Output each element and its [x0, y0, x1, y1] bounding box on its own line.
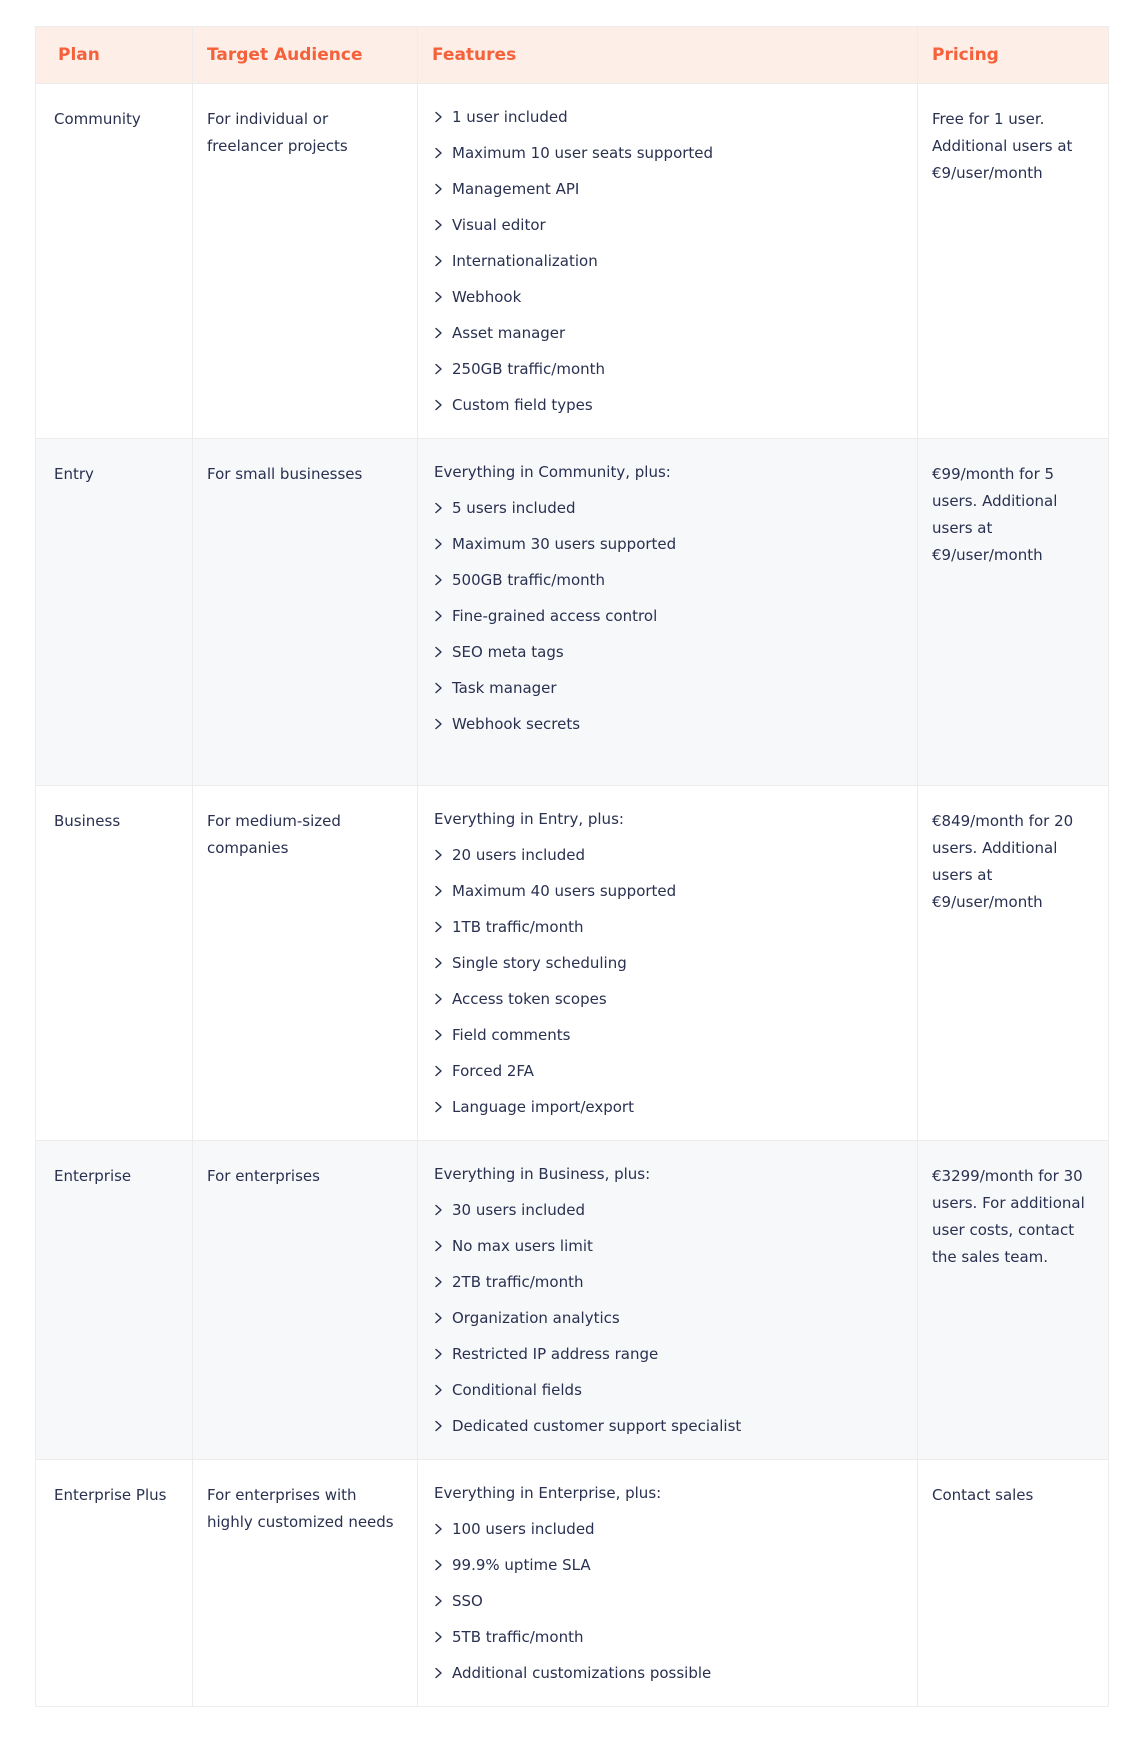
feature-text: 20 users included: [452, 846, 586, 864]
feature-item: [434, 1590, 903, 1612]
feature-item: [434, 713, 903, 735]
pricing-page: [35, 26, 1108, 1707]
feature-item: [434, 1096, 903, 1118]
plan-row: [36, 1141, 1109, 1460]
feature-item: [434, 142, 903, 164]
plan-row: [36, 439, 1109, 786]
chevron-right-icon: [434, 1384, 443, 1396]
chevron-right-icon: [434, 1276, 443, 1288]
feature-text: Webhook: [452, 288, 522, 306]
pricing-cell: [918, 1460, 1109, 1707]
feature-text: 2TB traffic/month: [452, 1273, 584, 1291]
feature-item: [434, 605, 903, 627]
chevron-right-icon: [434, 574, 443, 586]
chevron-right-icon: [434, 363, 443, 375]
feature-text: Task manager: [452, 679, 557, 697]
feature-item: [434, 533, 903, 555]
header-row: [36, 27, 1109, 84]
chevron-right-icon: [434, 291, 443, 303]
column-header-pricing: Pricing: [918, 27, 1109, 84]
chevron-right-icon: [434, 1667, 443, 1679]
chevron-right-icon: [434, 1312, 443, 1324]
feature-text: Asset manager: [452, 324, 566, 342]
chevron-right-icon: [434, 327, 443, 339]
column-header-target-audience: Target Audience: [193, 27, 418, 84]
chevron-right-icon: [434, 849, 443, 861]
chevron-right-icon: [434, 538, 443, 550]
chevron-right-icon: [434, 921, 443, 933]
features-cell: [418, 439, 918, 786]
feature-text: Webhook secrets: [452, 715, 581, 733]
target-audience-cell: [193, 1460, 418, 1707]
target-audience-text: For enterprises with highly customized needs: [207, 1486, 394, 1531]
features-list: [434, 106, 903, 416]
feature-text: 30 users included: [452, 1201, 586, 1219]
target-audience-text: For individual or freelancer projects: [207, 110, 348, 155]
feature-text: Maximum 40 users supported: [452, 882, 677, 900]
chevron-right-icon: [434, 183, 443, 195]
plan-row: [36, 84, 1109, 439]
plan-name: Business: [54, 812, 121, 830]
feature-item: [434, 214, 903, 236]
chevron-right-icon: [434, 1240, 443, 1252]
feature-text: Custom field types: [452, 396, 593, 414]
chevron-right-icon: [434, 957, 443, 969]
feature-item: [434, 1199, 903, 1221]
pricing-text: Contact sales: [932, 1486, 1034, 1504]
chevron-right-icon: [434, 1595, 443, 1607]
chevron-right-icon: [434, 610, 443, 622]
target-audience-cell: [193, 84, 418, 439]
features-list: [434, 844, 903, 1118]
chevron-right-icon: [434, 646, 443, 658]
feature-text: Maximum 30 users supported: [452, 535, 677, 553]
feature-item: [434, 250, 903, 272]
plan-name: Community: [54, 110, 141, 128]
chevron-right-icon: [434, 682, 443, 694]
chevron-right-icon: [434, 885, 443, 897]
feature-item: [434, 1024, 903, 1046]
feature-text: Internationalization: [452, 252, 598, 270]
features-intro: Everything in Entry, plus:: [434, 810, 624, 828]
features-cell: [418, 1141, 918, 1460]
feature-text: 1 user included: [452, 108, 568, 126]
features-intro: Everything in Enterprise, plus:: [434, 1484, 662, 1502]
feature-item: [434, 1379, 903, 1401]
column-header-plan: Plan: [36, 27, 193, 84]
feature-text: No max users limit: [452, 1237, 593, 1255]
feature-item: [434, 880, 903, 902]
feature-item: [434, 1518, 903, 1540]
pricing-text: €99/month for 5 users. Additional users at €9/user/month: [932, 465, 1058, 564]
feature-text: Maximum 10 user seats supported: [452, 144, 714, 162]
feature-text: 5 users included: [452, 499, 576, 517]
chevron-right-icon: [434, 147, 443, 159]
features-intro: Everything in Business, plus:: [434, 1165, 651, 1183]
plan-name-cell: [36, 84, 193, 439]
feature-item: [434, 916, 903, 938]
pricing-cell: [918, 786, 1109, 1141]
chevron-right-icon: [434, 1559, 443, 1571]
features-list: [434, 1199, 903, 1437]
pricing-cell: [918, 1141, 1109, 1460]
plan-row: [36, 786, 1109, 1141]
feature-item: [434, 1307, 903, 1329]
feature-text: Single story scheduling: [452, 954, 627, 972]
feature-text: Field comments: [452, 1026, 571, 1044]
pricing-table: [35, 26, 1109, 1707]
feature-text: 5TB traffic/month: [452, 1628, 584, 1646]
chevron-right-icon: [434, 399, 443, 411]
chevron-right-icon: [434, 502, 443, 514]
chevron-right-icon: [434, 1348, 443, 1360]
feature-item: [434, 497, 903, 519]
feature-item: [434, 178, 903, 200]
plan-name: Entry: [54, 465, 94, 483]
feature-text: Conditional fields: [452, 1381, 582, 1399]
feature-text: 1TB traffic/month: [452, 918, 584, 936]
chevron-right-icon: [434, 1101, 443, 1113]
chevron-right-icon: [434, 1029, 443, 1041]
feature-text: Access token scopes: [452, 990, 607, 1008]
plan-name: Enterprise: [54, 1167, 132, 1185]
feature-text: 100 users included: [452, 1520, 595, 1538]
column-header-features: Features: [418, 27, 918, 84]
feature-item: [434, 677, 903, 699]
chevron-right-icon: [434, 993, 443, 1005]
feature-text: 500GB traffic/month: [452, 571, 606, 589]
feature-text: Forced 2FA: [452, 1062, 534, 1080]
target-audience-cell: [193, 1141, 418, 1460]
target-audience-cell: [193, 439, 418, 786]
features-cell: [418, 786, 918, 1141]
plan-name-cell: [36, 439, 193, 786]
target-audience-text: For enterprises: [207, 1167, 320, 1185]
feature-text: Fine-grained access control: [452, 607, 658, 625]
target-audience-cell: [193, 786, 418, 1141]
feature-item: [434, 1271, 903, 1293]
chevron-right-icon: [434, 255, 443, 267]
chevron-right-icon: [434, 1631, 443, 1643]
chevron-right-icon: [434, 1065, 443, 1077]
feature-item: [434, 286, 903, 308]
chevron-right-icon: [434, 1420, 443, 1432]
features-list: [434, 1518, 903, 1684]
feature-text: SSO: [452, 1592, 483, 1610]
pricing-text: Free for 1 user. Additional users at €9/user/month: [932, 110, 1073, 182]
features-list: [434, 497, 903, 735]
feature-item: [434, 988, 903, 1010]
plan-name-cell: [36, 1141, 193, 1460]
target-audience-text: For medium-sized companies: [207, 812, 341, 857]
feature-item: [434, 322, 903, 344]
feature-text: Dedicated customer support specialist: [452, 1417, 742, 1435]
pricing-cell: [918, 84, 1109, 439]
feature-item: [434, 358, 903, 380]
feature-item: [434, 844, 903, 866]
chevron-right-icon: [434, 111, 443, 123]
chevron-right-icon: [434, 718, 443, 730]
feature-item: [434, 569, 903, 591]
feature-text: SEO meta tags: [452, 643, 564, 661]
pricing-text: €3299/month for 30 users. For additional user costs, contact the sales team.: [932, 1167, 1085, 1266]
chevron-right-icon: [434, 1523, 443, 1535]
feature-text: Management API: [452, 180, 580, 198]
features-cell: [418, 1460, 918, 1707]
feature-item: [434, 1343, 903, 1365]
features-intro: Everything in Community, plus:: [434, 463, 671, 481]
feature-item: [434, 952, 903, 974]
feature-item: [434, 1235, 903, 1257]
feature-text: 99.9% uptime SLA: [452, 1556, 591, 1574]
feature-text: Visual editor: [452, 216, 546, 234]
plan-row: [36, 1460, 1109, 1707]
feature-item: [434, 1415, 903, 1437]
features-cell: [418, 84, 918, 439]
feature-text: Additional customizations possible: [452, 1664, 712, 1682]
feature-item: [434, 1662, 903, 1684]
feature-text: 250GB traffic/month: [452, 360, 606, 378]
chevron-right-icon: [434, 1204, 443, 1216]
pricing-text: €849/month for 20 users. Additional users at €9/user/month: [932, 812, 1074, 911]
feature-item: [434, 641, 903, 663]
feature-text: Organization analytics: [452, 1309, 620, 1327]
pricing-cell: [918, 439, 1109, 786]
feature-item: [434, 394, 903, 416]
chevron-right-icon: [434, 219, 443, 231]
feature-item: [434, 1626, 903, 1648]
target-audience-text: For small businesses: [207, 465, 363, 483]
feature-item: [434, 1554, 903, 1576]
feature-text: Language import/export: [452, 1098, 634, 1116]
plan-name-cell: [36, 1460, 193, 1707]
plan-name-cell: [36, 786, 193, 1141]
plan-name: Enterprise Plus: [54, 1486, 167, 1504]
feature-item: [434, 1060, 903, 1082]
feature-text: Restricted IP address range: [452, 1345, 659, 1363]
feature-item: [434, 106, 903, 128]
